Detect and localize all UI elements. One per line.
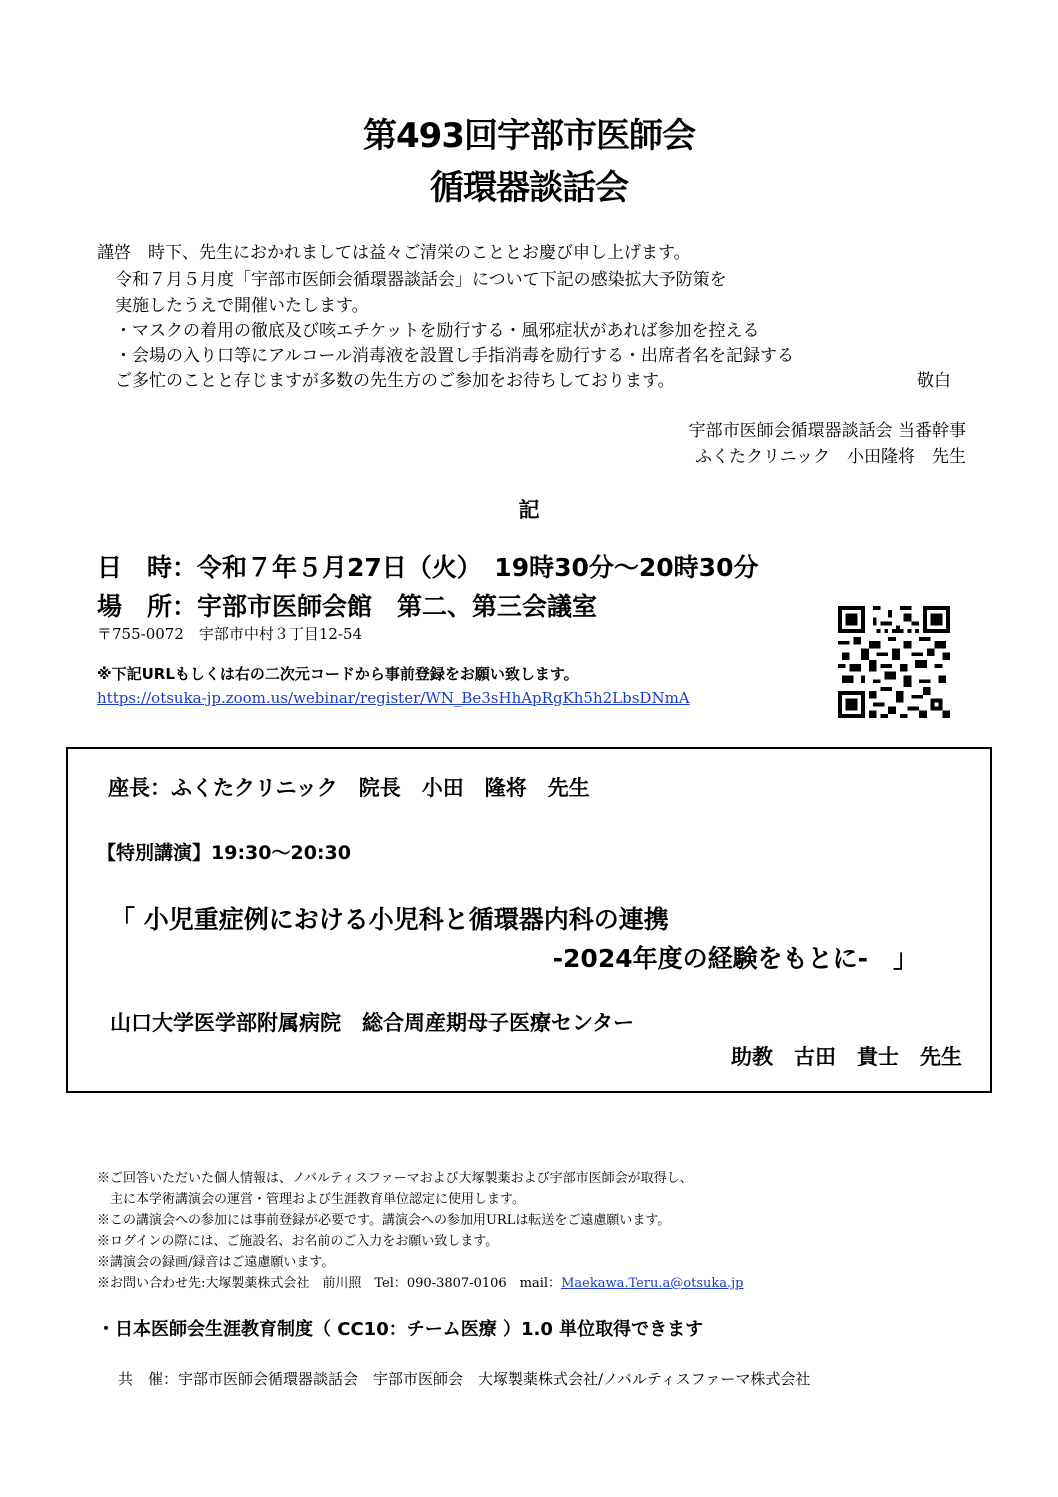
greeting-line-3: 実施したうえで開催いたします。 xyxy=(115,296,369,316)
greeting-line-1: 謹啓 時下、先生におかれましては益々ご清栄のこととお慶び申し上げます。 xyxy=(97,243,691,263)
datetime-value: 令和７年５月27日（火） 19時30分～20時30分 xyxy=(197,553,759,582)
organizer-line-1: 宇部市医師会循環器談話会 当番幹事 xyxy=(688,421,966,441)
greeting-line-4: ・マスクの着用の徹底及び咳エチケットを励行する・風邪症状があれば参加を控える xyxy=(115,321,760,341)
contact-line xyxy=(97,1272,744,1291)
note-line-5: ※講演会の録画/録音はご遠慮願います。 xyxy=(97,1255,335,1270)
greeting-line-5: ・会場の入り口等にアルコール消毒液を設置し手指消毒を励行する・出席者名を記録する xyxy=(115,346,794,366)
note-line-4: ※ログインの際には、ご施設名、お名前のご入力をお願い致します。 xyxy=(97,1234,499,1249)
title-line-2: 循環器談話会 xyxy=(430,168,628,208)
ki-heading: 記 xyxy=(518,498,540,522)
note-line-3: ※この講演会への参加には事前登録が必要です。講演会への参加用URLは転送をご遠慮願います。 xyxy=(97,1213,671,1228)
qr-code-icon[interactable] xyxy=(838,606,950,718)
chair: 座長：ふくたクリニック 院長 小田 隆将 先生 xyxy=(108,776,590,800)
datetime-label: 日 時： xyxy=(97,553,198,582)
lecture-title-line-2: -2024年度の経験をもとに- 」 xyxy=(552,944,918,973)
organizer-line-2: ふくたクリニック 小田隆将 先生 xyxy=(695,447,966,467)
register-note: ※下記URLもしくは右の二次元コードから事前登録をお願い致します。 xyxy=(97,665,579,683)
contact-email-link[interactable]: Maekawa.Teru.a@otsuka.jp xyxy=(561,1276,744,1291)
place-value: 宇部市医師会館 第二、第三会議室 xyxy=(197,592,598,621)
note-line-1: ※ご回答いただいた個人情報は、ノバルティスファーマおよび大塚製薬および宇部市医師会が取得し、 xyxy=(97,1171,693,1186)
title-line-1: 第493回宇部市医師会 xyxy=(363,116,695,156)
place-row xyxy=(97,587,597,623)
place-label: 場 所： xyxy=(97,592,198,621)
greeting-line-6: ご多忙のことと存じますが多数の先生方のご参加をお待ちしております。 xyxy=(115,371,675,391)
lecture-title-line-1: 「 小児重症例における小児科と循環器内科の連携 xyxy=(110,905,669,934)
lecture-header: 【特別講演】19:30～20:30 xyxy=(97,842,351,864)
cosponsor: 共 催：宇部市医師会循環器談話会 宇部市医師会 大塚製薬株式会社/ノバルティスファーマ株式会社 xyxy=(118,1370,811,1388)
greeting-line-2: 令和７月５月度「宇部市医師会循環器談話会」について下記の感染拡大予防策を xyxy=(115,270,727,290)
contact-prefix: ※お問い合わせ先:大塚製薬株式会社 前川照 Tel：090-3807-0106 mail： xyxy=(97,1276,562,1291)
datetime-row xyxy=(97,548,758,584)
address: 〒755-0072 宇部市中村３丁目12-54 xyxy=(97,625,363,643)
cme-credit: ・日本医師会生涯教育制度（ CC10：チーム医療 ）1.0 単位取得できます xyxy=(97,1319,704,1340)
speaker-affiliation: 山口大学医学部附属病院 総合周産期母子医療センター xyxy=(110,1011,635,1035)
register-link[interactable]: https://otsuka-jp.zoom.us/webinar/register/WN_Be3sHhApRgKh5h2LbsDNmA xyxy=(97,689,690,707)
greeting-closing: 敬白 xyxy=(917,371,951,391)
note-line-2: 主に本学術講演会の運営・管理および生涯教育単位認定に使用します。 xyxy=(97,1192,525,1207)
speaker-name: 助教 古田 貴士 先生 xyxy=(731,1045,962,1069)
